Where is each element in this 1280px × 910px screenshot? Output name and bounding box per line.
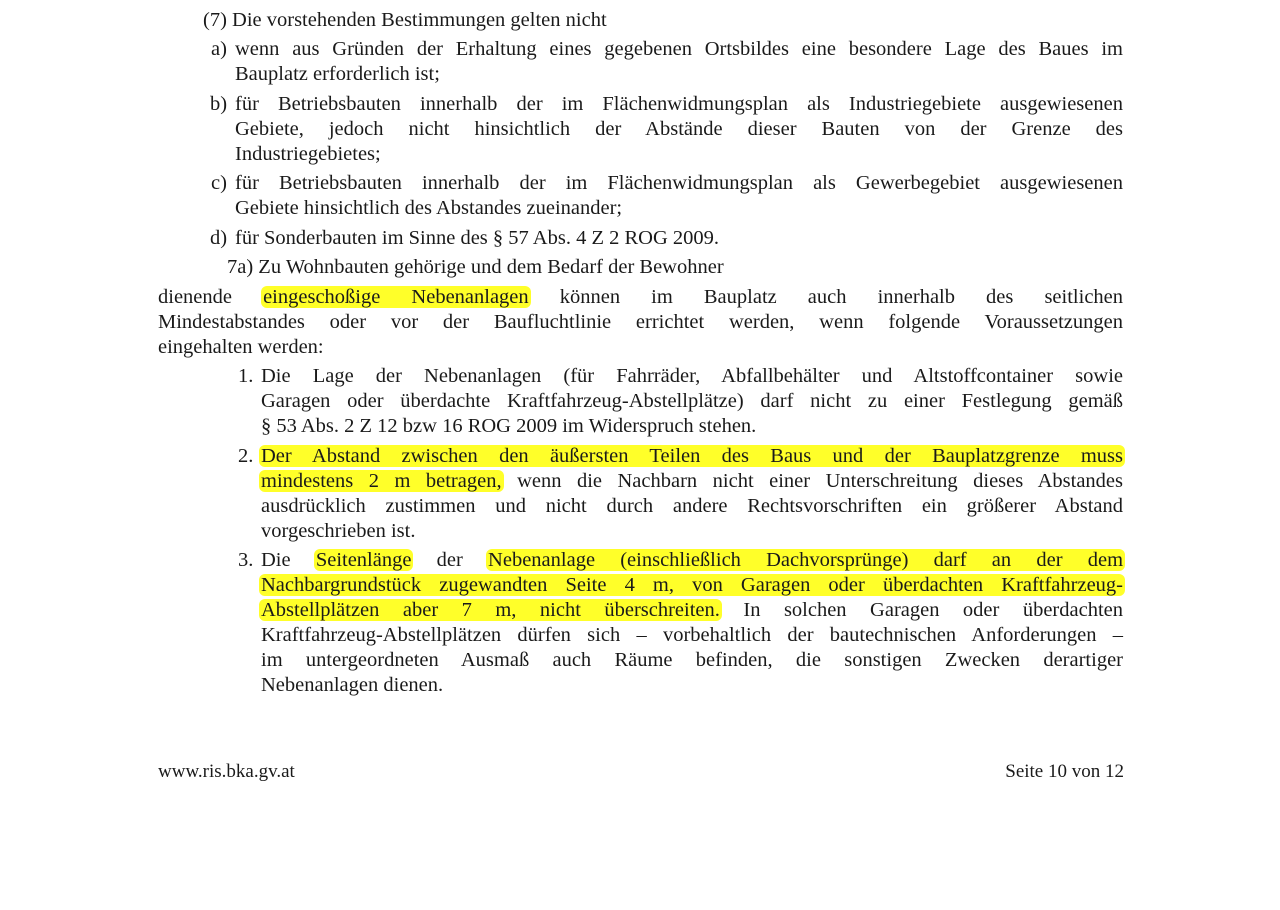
footer-url[interactable]: www.ris.bka.gv.at: [158, 761, 295, 782]
highlight-eingeschossige-nebenanlagen: eingeschoßige Nebenanlagen: [263, 286, 529, 308]
highlight-nebenanlage-line-3: Abstellplätzen aber 7 m, nicht überschreiten.: [261, 599, 720, 621]
numbered-item-3-line-3-end: In solchen Garagen oder überdachten: [743, 599, 1124, 621]
list-item-c-line-2: Gebiete hinsichtlich des Abstandes zueinander;: [235, 197, 623, 219]
paragraph-7a-first-line: 7a) Zu Wohnbauten gehörige und dem Bedarf der Bewohner: [227, 256, 724, 278]
numbered-label-2: 2.: [238, 445, 254, 467]
list-label-d: d): [210, 227, 228, 249]
paragraph-7a-line-1-end: können im Bauplatz auch innerhalb des seitlichen: [559, 286, 1124, 308]
numbered-item-2-line-4: vorgeschrieben ist.: [261, 520, 416, 542]
numbered-item-3-line-4: Kraftfahrzeug-Abstellplätzen dürfen sich – vorbehaltlich der bautechnischen Anforderungen –: [261, 624, 1123, 646]
footer-page-number: Seite 10 von 12: [1005, 761, 1124, 782]
numbered-item-3-line-1: [261, 548, 1123, 573]
numbered-item-1-line-3: § 53 Abs. 2 Z 12 bzw 16 ROG 2009 im Widerspruch stehen.: [261, 415, 757, 437]
numbered-item-2-line-1: [261, 444, 1123, 469]
list-item-b-line-2: Gebiete, jedoch nicht hinsichtlich der Abstände dieser Bauten von der Grenze des: [235, 118, 1123, 140]
list-label-b: b): [210, 93, 228, 115]
numbered-label-3: 3.: [238, 549, 254, 571]
list-item-b-line-1: für Betriebsbauten innerhalb der im Flächenwidmungsplan als Industriegebiete ausgewiesenen: [235, 93, 1123, 115]
highlight-nebenanlage-line-1: Nebenanlage (einschließlich Dachvorsprünge) darf an der dem: [488, 549, 1124, 571]
paragraph-7-heading: (7) Die vorstehenden Bestimmungen gelten nicht: [203, 9, 607, 31]
highlight-nebenanlage-line-2: Nachbargrundstück zugewandten Seite 4 m, von Garagen oder überdachten Kraftfahrzeug-: [261, 574, 1123, 596]
paragraph-7a-line-1: [158, 285, 1123, 310]
list-item-a-line-2: Bauplatz erforderlich ist;: [235, 63, 440, 85]
numbered-item-2-line-2-end: wenn die Nachbarn nicht einer Unterschreitung dieses Abstandes: [517, 470, 1123, 492]
numbered-item-2-line-2: [261, 469, 1123, 494]
numbered-label-1: 1.: [238, 365, 254, 387]
numbered-item-1-line-1: Die Lage der Nebenanlagen (für Fahrräder, Abfallbehälter und Altstoffcontainer sowie: [261, 365, 1123, 387]
numbered-item-3-line-6: Nebenanlagen dienen.: [261, 674, 444, 696]
highlight-seitenlaenge: Seitenlänge: [315, 549, 412, 571]
numbered-item-2-line-3: ausdrücklich zustimmen und nicht durch andere Rechtsvorschriften ein größerer Abstand: [261, 495, 1123, 517]
list-item-d-line-1: für Sonderbauten im Sinne des § 57 Abs. 4 Z 2 ROG 2009.: [235, 227, 719, 249]
list-label-a: a): [211, 38, 227, 60]
numbered-item-3-line-3: [261, 598, 1123, 623]
list-item-b-line-3: Industriegebietes;: [235, 143, 381, 165]
paragraph-7a-line-3: eingehalten werden:: [158, 336, 324, 358]
paragraph-7a-line-2: Mindestabstandes oder vor der Baufluchtlinie errichtet werden, wenn folgende Voraussetzungen: [158, 311, 1123, 333]
list-item-c-line-1: für Betriebsbauten innerhalb der im Flächenwidmungsplan als Gewerbegebiet ausgewiesenen: [235, 172, 1123, 194]
list-item-a-line-1: wenn aus Gründen der Erhaltung eines gegebenen Ortsbildes eine besondere Lage des Baues im: [235, 38, 1123, 60]
highlight-abstand-line-2: mindestens 2 m betragen,: [261, 470, 502, 492]
paragraph-7a-line-1-start: dienende: [158, 286, 232, 308]
numbered-item-3-line-2: [261, 573, 1123, 598]
numbered-item-3-line-5: im untergeordneten Ausmaß auch Räume befinden, die sonstigen Zwecken derartiger: [261, 649, 1123, 671]
numbered-item-1-line-2: Garagen oder überdachte Kraftfahrzeug-Abstellplätze) darf nicht zu einer Festlegung gemäß: [261, 390, 1123, 412]
highlight-abstand-line-1: Der Abstand zwischen den äußersten Teilen des Baus und der Bauplatzgrenze muss: [261, 445, 1123, 467]
numbered-item-3-line-1-mid: der: [436, 549, 463, 571]
numbered-item-3-line-1-start: Die: [261, 549, 291, 571]
list-label-c: c): [211, 172, 227, 194]
